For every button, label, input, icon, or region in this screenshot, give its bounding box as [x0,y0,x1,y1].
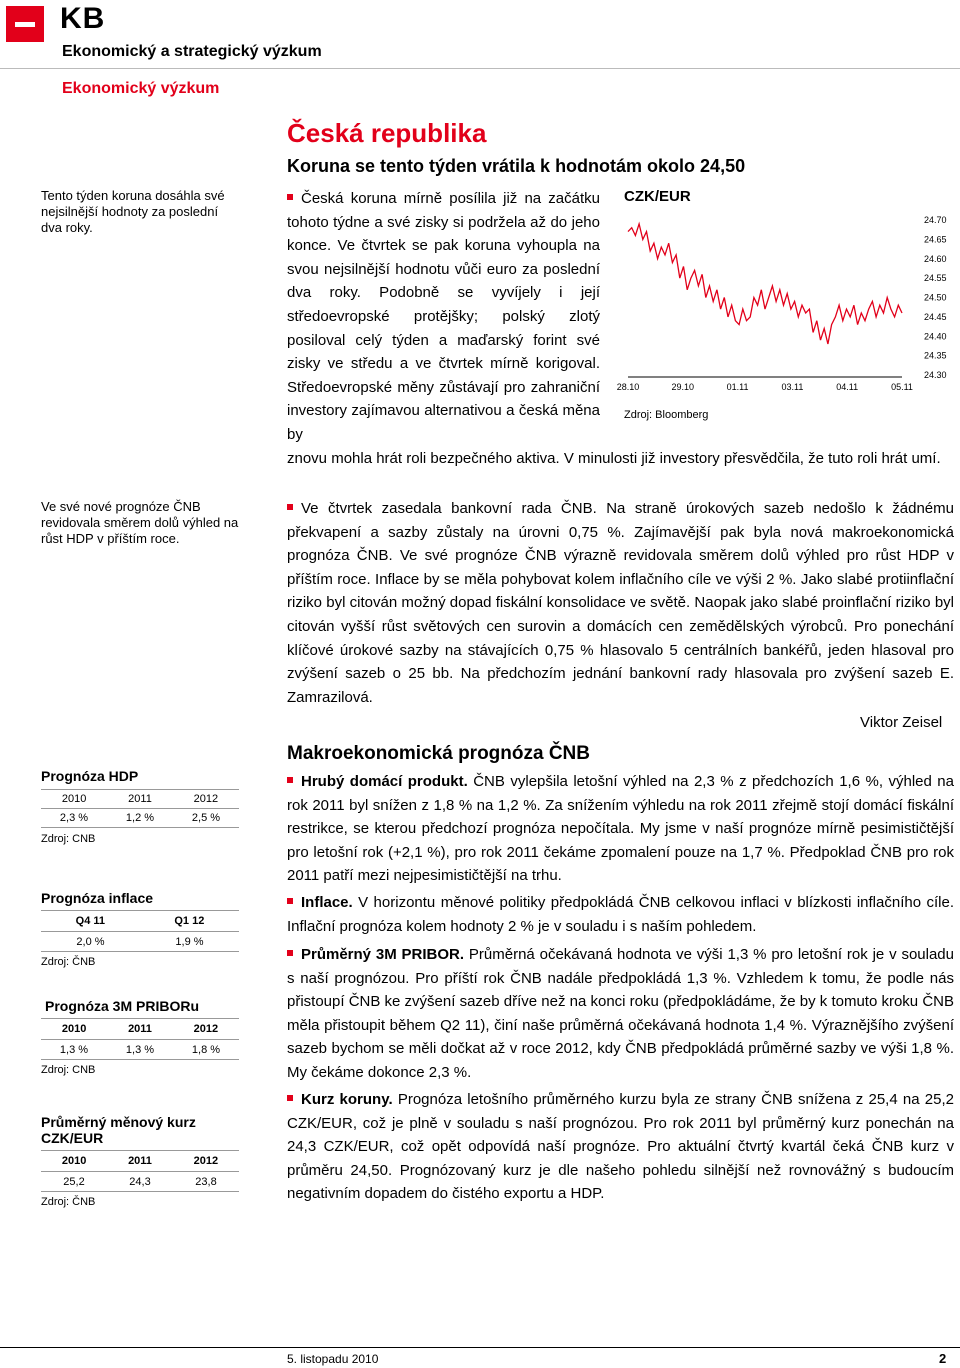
series-line-czk-eur [628,224,902,344]
page-title: Česká republika [287,118,487,148]
bullet-inflation [287,891,954,938]
bullet-text: V horizontu měnové politiky předpokládá ČNB celkovou inflaci v blízkosti inflačního cíle. Inflační prognóza kolem hodnoty 2 % je v souladu i s naším pohledem. [287,894,954,935]
x-tick-label: 04.11 [836,382,859,392]
y-tick-label: 24.30 [924,370,947,380]
hdp-source: Zdroj: CNB [41,833,96,845]
pribor-year: 2011 [128,1023,152,1035]
bullet-pribor [287,943,954,1085]
chart-source: Zdroj: Bloomberg [624,409,709,421]
x-tick-label: 28.10 [616,382,640,392]
header-department: Ekonomický a strategický výzkum [62,43,322,60]
pribor-value: 1,3 % [125,1044,155,1056]
inflation-table-header [41,915,239,929]
inflation-quarter: Q4 11 [75,915,106,927]
inflation-value: 2,0 % [76,936,105,948]
bullet-icon [287,1095,293,1101]
header-divider [0,68,960,69]
fx-value: 23,8 [195,1176,217,1188]
sidebar-note-koruna: Tento týden koruna dosáhla své nejsilnější hodnoty za poslední dva roky. [41,188,225,235]
sidebar-note-hdp: Ve své nové prognóze ČNB revidovala směrem dolů výhled na růst HDP v příštím roce. [41,499,239,546]
hdp-table-header [41,793,239,807]
fx-year: 2011 [128,1155,152,1167]
y-tick-label: 24.35 [924,350,947,361]
paragraph-koruna-continued: znovu mohla hrát roli bezpečného aktiva. V minulosti již investory přesvědčila, že tuto roli hrát umí. [287,450,941,467]
pribor-year: 2012 [193,1023,219,1035]
y-tick-label: 24.45 [924,311,947,322]
hdp-table-values [41,812,239,826]
bullet-gdp [287,770,954,888]
fx-source: Zdroj: ČNB [41,1196,96,1208]
kb-logo-text: KB [60,2,106,35]
x-tick-label: 29.10 [671,382,695,392]
bullet-icon [287,504,293,510]
x-tick-label: 01.11 [726,382,749,392]
fx-year: 2012 [193,1155,219,1167]
chart-title: CZK/EUR [624,188,691,205]
bullet-heading: Hrubý domácí produkt. [301,773,468,790]
fx-line-chart [616,205,950,400]
pribor-table-header [41,1023,239,1037]
y-tick-label: 24.50 [924,292,947,303]
paragraph-text: Ve čtvrtek zasedala bankovní rada ČNB. Na straně úrokových sazeb nedošlo k žádnému překvapení a sazby zůstaly na úrovni 0,75 %. Zajímavější pak byla nová makroekonomická prognóza ČNB. Ve své prognóze ČNB výrazně revidovala směrem dolů výhled pro růst HDP v příštím roce. Inflace by se měla pohybovat kolem inflačního cíle ve výši 2 %. Jako slabé protiinflační riziko byl citován možný dopad fiskální konsolidace ve světě. Naopak jako slabé proinflační riziko byl citován vyšší růst světových cen surovin a domácích cen zemědělských výrobců. Pro ponechání klíčové úrokové sazby na stávajících 0,75 % hlasovalo 5 centrálních bankéřů, jeden hlasoval pro zvýšení sazeb o 25 bb. Na předchozím jednání bankovní rady hlasovala pro zvýšení sazeb E. Zamrazilová. [287,500,954,706]
paragraph-koruna-left [287,187,600,447]
hdp-year: 2012 [193,793,219,805]
footer-divider [0,1347,960,1348]
page-subtitle: Koruna se tento týden vrátila k hodnotám okolo 24,50 [287,156,746,176]
bullet-icon [287,777,293,783]
fx-table-header [41,1155,239,1169]
inflation-source: Zdroj: ČNB [41,956,96,968]
x-tick-label: 03.11 [781,382,804,392]
inflation-table-values [41,936,239,950]
fx-year: 2010 [61,1155,87,1167]
y-tick-label: 24.65 [924,234,947,245]
hdp-year: 2010 [61,793,87,805]
fx-forecast-title: Průměrný měnový kurz CZK/EUR [41,1114,196,1146]
hdp-value: 2,3 % [59,812,89,824]
y-tick-label: 24.70 [924,215,947,225]
hdp-year: 2011 [128,793,152,805]
y-tick-label: 24.55 [924,273,947,284]
bullet-icon [287,950,293,956]
inflation-quarter: Q1 12 [174,915,205,927]
y-tick-label: 24.60 [924,253,947,264]
bullet-icon [287,898,293,904]
pribor-forecast-title: Prognóza 3M PRIBORu [45,998,200,1014]
footer-date: 5. listopadu 2010 [287,1352,379,1366]
bullet-text: Průměrná očekávaná hodnota ve výši 1,3 % pro letošní rok je v souladu s naší prognózou. Pro příští rok ČNB nadále předpokládá 1,3 %. Vzhledem k tomu, že podle nás přistoupí ČNB ke zvýšení sazeb dříve než na konci roku (předpokládáme, že by k tomuto kroku ČNB měla přistoupit během Q2 11), činí naše průměrná očekávaná hodnota 1,4 %. Výraznějšího zvýšení sazeb bychom se měli dočkat až v roce 2012, kdy ČNB předpokládá průměrné sazby ve výši 1,8 %. My čekáme dokonce 2,3 %. [287,946,954,1081]
paragraph-cnb-board [287,497,954,709]
bullet-icon [287,194,293,200]
fx-table-values [41,1176,239,1190]
bullet-text: ČNB vylepšila letošní výhled na 2,3 % z předchozích 1,6 %, výhled na rok 2011 byl snížen z 1,8 % na 1,2 %. Za snížením výhledu na rok 2011 zřejmě stojí domácí fiskální restrikce, se kterou předchozí prognóza nepočítala. My jsme v naší prognóze mírně pesimističtější pro letošní rok (+2,1 %), pro rok 2011 čekáme zpomalení pouze na 1,7 %. Předpoklad ČNB pro rok 2011 patří mezi nejpesimističtější na trhu. [287,773,954,885]
x-tick-label: 05.11 [891,382,913,392]
page-number: 2 [939,1351,947,1366]
hdp-forecast-title: Prognóza HDP [41,768,139,784]
kb-logo-mark [6,6,44,42]
pribor-table-values [41,1044,239,1058]
inflation-forecast-title: Prognóza inflace [41,890,154,906]
paragraph-text: Česká koruna mírně posílila již na začátku tohoto týdne a své zisky si podržela až do jeho konce. Ve čtvrtek se pak koruna vyhoupla na svou nejsilnější hodnotu vůči euro za poslední dva roky. Podobně se vyvíjely i její středoevropské protějšky; polský zlotý posiloval celý týden a maďarský forint své zisky ve středu a ve čtvrtek mírně korigoval. Středoevropské měny zůstávají pro zahraniční investory zajímavou alternativou a česká měna by [287,190,600,443]
bullet-heading: Inflace. [301,894,353,911]
hdp-value: 1,2 % [125,812,155,824]
bullet-fx [287,1088,954,1206]
fx-value: 24,3 [129,1176,151,1188]
bullet-heading: Kurz koruny. [301,1091,393,1108]
hdp-value: 2,5 % [191,812,221,824]
header-section: Ekonomický výzkum [62,80,220,97]
y-tick-label: 24.40 [924,331,947,342]
author-name: Viktor Zeisel [860,714,943,731]
bullet-heading: Průměrný 3M PRIBOR. [301,946,465,963]
inflation-value: 1,9 % [175,936,204,948]
bullet-text: Prognóza letošního průměrného kurzu byla ze strany ČNB snížena z 25,4 na 25,2 CZK/EUR, což je plně v souladu s naší prognózou. Pro rok 2011 byl průměrný kurz ponechán na 24,3 CZK/EUR, což opět odpovídá naší prognóze. Pro aktuální čtvrtý kvartál čeká ČNB kurz v průměru 24,50. Prognózovaný kurz je dle našeho pohledu silnější než rovnovážný s budoucím negativním dopadem do čistého exportu a HDP. [287,1091,954,1203]
pribor-source: Zdroj: CNB [41,1064,96,1076]
pribor-value: 1,8 % [191,1044,221,1056]
pribor-value: 1,3 % [59,1044,89,1056]
section-heading: Makroekonomická prognóza ČNB [287,743,590,764]
fx-value: 25,2 [63,1176,85,1188]
pribor-year: 2010 [61,1023,87,1035]
